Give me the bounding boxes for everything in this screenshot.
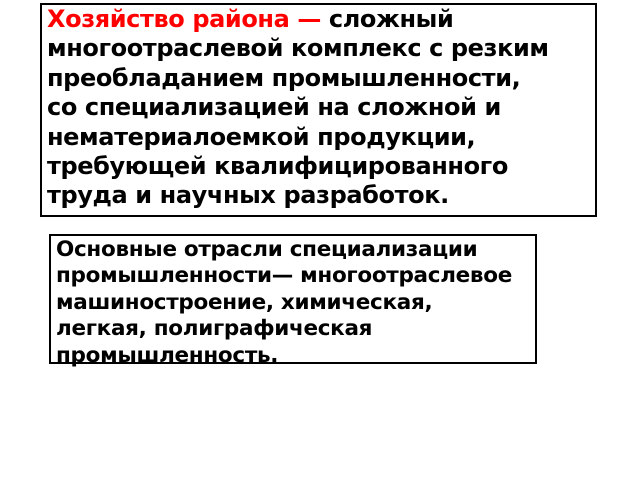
text-line: со специализацией на сложной и xyxy=(47,93,501,122)
text-line: промышленности— многоотраслевое xyxy=(56,263,512,289)
industries-textbox xyxy=(49,234,537,368)
text-line: машиностроение, химическая, xyxy=(56,289,433,315)
definition-textbox xyxy=(40,3,597,217)
text-line: многоотраслевой комплекс с резким xyxy=(47,34,549,63)
text-line: промышленность. xyxy=(56,342,279,368)
text-line: легкая, полиграфическая xyxy=(56,316,373,342)
text-line: труда и научных разработок. xyxy=(47,181,449,210)
text-line: нематериалоемкой продукции, xyxy=(47,122,476,151)
text-line xyxy=(47,5,590,34)
text-line: преобладанием промышленности, xyxy=(47,63,521,92)
text-line-rest: сложный xyxy=(328,5,454,33)
highlighted-term: Хозяйство района — xyxy=(47,5,329,33)
text-line: требующей квалифицированного xyxy=(47,152,508,181)
text-line: Основные отрасли специализации xyxy=(56,237,478,262)
